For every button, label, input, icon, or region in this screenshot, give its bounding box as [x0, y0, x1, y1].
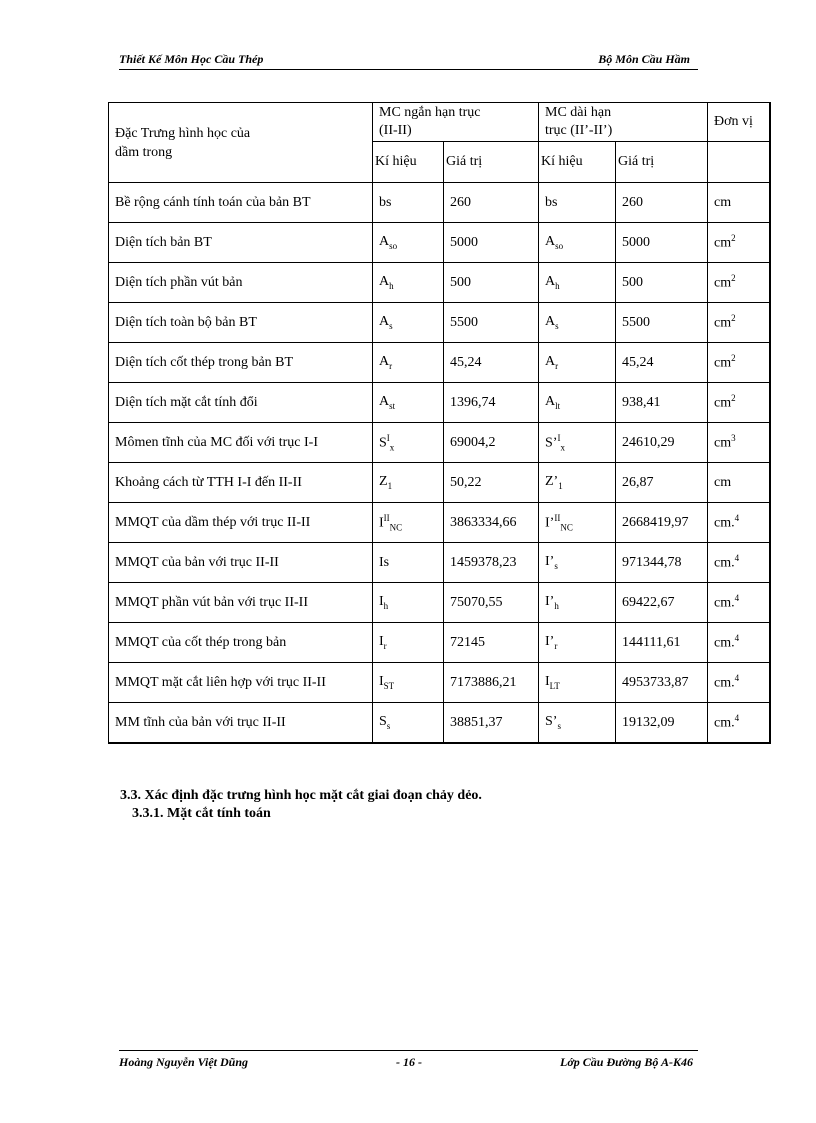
long-term-line1: MC dài hạn [545, 105, 612, 120]
symbol-cell [373, 303, 444, 343]
symbol-subscript: h [389, 280, 394, 291]
feature-name: Khoảng cách từ TTH I-I đến II-II [109, 463, 373, 503]
symbol-base: I’ [545, 515, 555, 531]
symbol-cell [373, 183, 444, 223]
symbol-subscript: h [383, 600, 389, 611]
symbol-cell [373, 623, 444, 663]
value-cell: 69422,67 [616, 583, 708, 623]
feature-name: Diện tích phần vút bản [109, 263, 373, 303]
unit-base: cm. [714, 715, 735, 731]
table-row [109, 583, 771, 623]
symbol-subscript: st [389, 400, 396, 411]
symbol-subscript: r [555, 360, 559, 371]
unit-cell [708, 583, 771, 623]
value-cell: 24610,29 [616, 423, 708, 463]
symbol-cell [373, 263, 444, 303]
symbol-cell [539, 303, 616, 343]
table-row [109, 223, 771, 263]
feature-name: MMQT mặt cắt liên hợp với trục II-II [109, 663, 373, 703]
symbol-base: A [379, 234, 390, 250]
symbol-header-short: Kí hiệu [373, 142, 444, 183]
feature-name: MMQT phần vút bản với trục II-II [109, 583, 373, 623]
value-cell: 5500 [616, 303, 708, 343]
unit-cell [708, 703, 771, 744]
page-header [119, 52, 698, 70]
symbol-base: A [379, 314, 390, 330]
unit-superscript: 3 [731, 433, 736, 444]
unit-superscript: 2 [731, 313, 736, 324]
symbol-superscript: I [557, 432, 561, 443]
value-cell: 500 [444, 263, 539, 303]
unit-base: cm [714, 435, 732, 451]
table-row [109, 303, 771, 343]
unit-base: cm. [714, 515, 735, 531]
symbol-base: A [545, 354, 556, 370]
symbol-cell [539, 383, 616, 423]
unit-base: cm. [714, 555, 735, 571]
unit-cell [708, 343, 771, 383]
unit-cell [708, 303, 771, 343]
symbol-base: A [545, 234, 556, 250]
symbol-base: Z [379, 474, 388, 490]
value-cell: 72145 [444, 623, 539, 663]
symbol-subscript: s [389, 320, 393, 331]
symbol-cell [373, 663, 444, 703]
unit-cell [708, 383, 771, 423]
symbol-base: I [379, 515, 384, 531]
unit-superscript: 2 [731, 233, 736, 244]
unit-base: cm [714, 355, 732, 371]
unit-superscript: 4 [734, 713, 740, 724]
symbol-subscript: x [560, 442, 565, 453]
symbol-cell [539, 623, 616, 663]
unit-cell [708, 263, 771, 303]
symbol-cell [373, 463, 444, 503]
table-row [109, 343, 771, 383]
feature-name: Mômen tĩnh của MC đối với trục I-I [109, 423, 373, 463]
long-term-line2: trục (II’-II’) [545, 123, 613, 138]
symbol-superscript: II [383, 512, 390, 523]
symbol-base: I [379, 674, 384, 690]
symbol-base: A [379, 354, 390, 370]
value-cell: 260 [444, 183, 539, 223]
symbol-subscript: NC [389, 522, 403, 533]
unit-cell [708, 183, 771, 223]
unit-cell [708, 663, 771, 703]
value-cell: 50,22 [444, 463, 539, 503]
value-header-long: Giá trị [616, 142, 708, 183]
unit-base: cm [714, 315, 732, 331]
geometric-properties-table [108, 102, 771, 744]
section-3-3-heading: 3.3. Xác định đặc trưng hình học mặt cắt giai đoạn chảy dẻo. [120, 788, 482, 803]
symbol-cell [373, 223, 444, 263]
symbol-subscript: h [554, 600, 559, 611]
table-row [109, 383, 771, 423]
symbol-cell [373, 383, 444, 423]
value-cell: 1459378,23 [444, 543, 539, 583]
unit-base: cm [714, 275, 732, 291]
unit-cell [708, 543, 771, 583]
value-cell: 3863334,66 [444, 503, 539, 543]
feature-name: MM tĩnh của bản với trục II-II [109, 703, 373, 744]
short-term-line1: MC ngắn hạn trục [379, 105, 481, 120]
unit-superscript: 2 [731, 393, 736, 404]
section-3-3-1-heading: 3.3.1. Mặt cắt tính toán [132, 806, 271, 821]
value-cell: 19132,09 [616, 703, 708, 744]
value-cell: 938,41 [616, 383, 708, 423]
symbol-subscript: s [555, 320, 559, 331]
unit-cell [708, 503, 771, 543]
unit-base: cm. [714, 635, 735, 651]
feature-name: Diện tích mặt cắt tính đổi [109, 383, 373, 423]
symbol-superscript: II [554, 512, 561, 523]
symbol-base: I [379, 594, 384, 610]
symbol-cell [539, 583, 616, 623]
value-cell: 5000 [616, 223, 708, 263]
feature-name: Bề rộng cánh tính toán của bản BT [109, 183, 373, 223]
symbol-cell [539, 183, 616, 223]
symbol-cell [539, 423, 616, 463]
footer-class: Lớp Cầu Đường Bộ A-K46 [560, 1055, 693, 1069]
symbol-base: I [545, 674, 550, 690]
unit-superscript: 4 [734, 553, 740, 564]
table-row [109, 663, 771, 703]
value-cell: 1396,74 [444, 383, 539, 423]
unit-cell [708, 423, 771, 463]
value-cell: 5500 [444, 303, 539, 343]
table-row [109, 423, 771, 463]
value-cell: 7173886,21 [444, 663, 539, 703]
symbol-base: I [379, 634, 384, 650]
symbol-subscript: 1 [558, 480, 563, 491]
symbol-base: A [545, 394, 556, 410]
unit-superscript: 4 [734, 513, 740, 524]
symbol-cell [373, 503, 444, 543]
symbol-subscript: s [554, 560, 558, 571]
symbol-base: Is [379, 554, 390, 570]
symbol-base: bs [379, 194, 392, 210]
footer-page-number: - 16 - [396, 1055, 422, 1069]
header-left: Thiết Kế Môn Học Cầu Thép [119, 52, 264, 66]
feature-name: MMQT của cốt thép trong bản [109, 623, 373, 663]
long-term-group-header [539, 103, 708, 142]
table-header-row [109, 103, 771, 142]
symbol-cell [539, 503, 616, 543]
table-row [109, 503, 771, 543]
symbol-subscript: h [555, 280, 560, 291]
symbol-cell [373, 423, 444, 463]
symbol-base: I’ [545, 554, 555, 570]
unit-cell [708, 223, 771, 263]
symbol-base: S’ [545, 714, 558, 730]
symbol-subscript: s [557, 720, 561, 731]
table-row [109, 263, 771, 303]
symbol-base: S [379, 714, 387, 730]
symbol-cell [539, 703, 616, 744]
feature-name: Diện tích cốt thép trong bản BT [109, 343, 373, 383]
unit-superscript: 4 [734, 673, 740, 684]
symbol-cell [539, 343, 616, 383]
symbol-base: A [545, 314, 556, 330]
unit-superscript: 4 [734, 633, 740, 644]
symbol-subscript: r [383, 640, 387, 651]
symbol-cell [373, 703, 444, 744]
table-row [109, 703, 771, 744]
feature-name: Diện tích toàn bộ bản BT [109, 303, 373, 343]
unit-cell [708, 463, 771, 503]
short-term-group-header [373, 103, 539, 142]
table-row [109, 623, 771, 663]
unit-base: cm [714, 194, 732, 210]
unit-base: cm. [714, 595, 735, 611]
value-cell: 45,24 [616, 343, 708, 383]
symbol-cell [373, 343, 444, 383]
table-body [109, 103, 771, 744]
value-cell: 500 [616, 263, 708, 303]
symbol-subscript: r [389, 360, 393, 371]
symbol-subscript: 1 [387, 480, 393, 491]
short-term-line2: (II-II) [379, 123, 412, 138]
symbol-base: S [379, 435, 387, 451]
symbol-subscript: NC [560, 522, 573, 533]
value-cell: 38851,37 [444, 703, 539, 744]
feature-name: MMQT của bản với trục II-II [109, 543, 373, 583]
value-cell: 69004,2 [444, 423, 539, 463]
value-cell: 144111,61 [616, 623, 708, 663]
value-cell: 5000 [444, 223, 539, 263]
feature-name: MMQT của dầm thép với trục II-II [109, 503, 373, 543]
symbol-base: A [379, 274, 390, 290]
value-cell: 26,87 [616, 463, 708, 503]
unit-base: cm [714, 474, 732, 490]
symbol-subscript: x [389, 442, 395, 453]
value-cell: 2668419,97 [616, 503, 708, 543]
page-footer [119, 1050, 698, 1071]
feature-name: Diện tích bản BT [109, 223, 373, 263]
feature-header-line1: Đặc Trưng hình học của [115, 125, 251, 141]
symbol-subscript: s [386, 720, 391, 731]
feature-header-line2: dầm trong [115, 144, 173, 160]
symbol-superscript: I [386, 432, 390, 443]
value-cell: 4953733,87 [616, 663, 708, 703]
symbol-base: bs [545, 194, 558, 210]
symbol-cell [373, 583, 444, 623]
symbol-subscript: r [554, 640, 558, 651]
symbol-base: A [545, 274, 556, 290]
footer-author: Hoàng Nguyễn Việt Dũng [119, 1055, 249, 1069]
symbol-base: I’ [545, 594, 555, 610]
symbol-cell [539, 463, 616, 503]
value-cell: 971344,78 [616, 543, 708, 583]
unit-header: Đơn vị [708, 103, 771, 142]
value-cell: 45,24 [444, 343, 539, 383]
symbol-base: I’ [545, 634, 555, 650]
symbol-cell [539, 663, 616, 703]
table-row [109, 543, 771, 583]
symbol-cell [539, 543, 616, 583]
symbol-cell [539, 263, 616, 303]
value-header-short: Giá trị [444, 142, 539, 183]
unit-base: cm [714, 395, 732, 411]
symbol-subscript: so [555, 240, 564, 251]
symbol-subscript: so [389, 240, 398, 251]
unit-header-blank [708, 142, 771, 183]
symbol-base: Z’ [545, 474, 559, 490]
unit-base: cm [714, 235, 732, 251]
symbol-base: S’ [545, 435, 558, 451]
unit-superscript: 2 [731, 273, 736, 284]
symbol-header-long: Kí hiệu [539, 142, 616, 183]
unit-base: cm. [714, 675, 735, 691]
symbol-subscript: lt [555, 400, 561, 411]
symbol-subscript: ST [383, 680, 395, 691]
symbol-cell [539, 223, 616, 263]
value-cell: 75070,55 [444, 583, 539, 623]
symbol-base: A [379, 394, 390, 410]
feature-header [109, 103, 373, 183]
unit-cell [708, 623, 771, 663]
unit-superscript: 4 [734, 593, 740, 604]
header-right: Bộ Môn Cầu Hầm [598, 52, 690, 66]
value-cell: 260 [616, 183, 708, 223]
symbol-subscript: LT [549, 680, 560, 691]
table-row [109, 183, 771, 223]
unit-superscript: 2 [731, 353, 736, 364]
table-row [109, 463, 771, 503]
symbol-cell [373, 543, 444, 583]
